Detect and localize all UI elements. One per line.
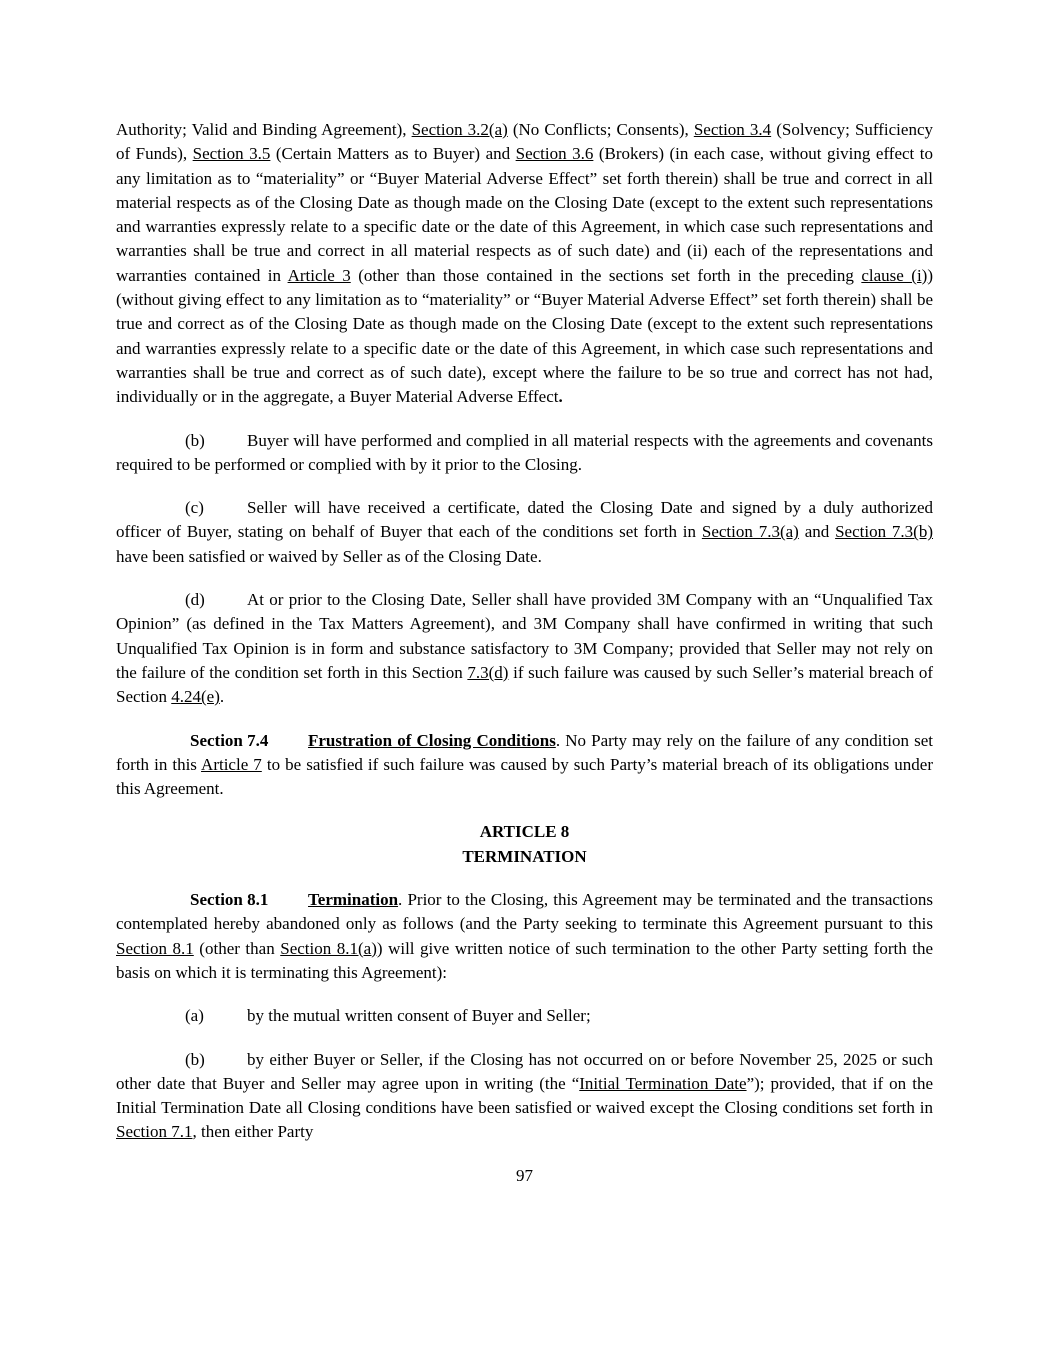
text-run: ”); provided, that if on the Initial Termination Date all Closing conditions have been satisfied or waived except the Closing conditions set forth in (116, 1073, 933, 1118)
clause-label: (d) (185, 590, 205, 610)
text-run: ) (without giving effect to any limitation as to “materiality” or “Buyer Material Adverse Effect” set forth therein) shall be true and correct as of the Closing Date as though made on the Closing Date (except to the extent such representations and warranties expressly relate to a specific date or the date of this Agreement, in which case such representations and warranties shall be true and correct as of such date), except where the failure to be so true and correct has not had, individually or in the aggregate, a Buyer Material Adverse Effect (116, 265, 934, 407)
text-run: (other than those contained in the sections set forth in the preceding (350, 265, 862, 285)
clause-b-buyer-performance (116, 429, 933, 478)
text-run: . (219, 687, 225, 707)
text-run: clause (i) (861, 265, 928, 285)
clause-a-mutual-consent (116, 1004, 933, 1028)
text-run: by the mutual written consent of Buyer and Seller; (247, 1006, 591, 1026)
article-8-heading (116, 820, 933, 869)
text-run: by either Buyer or Seller, if the Closing has not occurred on or before November 25, 2025 or such other date that Buyer and Seller may agree upon in writing (the “ (116, 1049, 933, 1093)
text-run: 4.24(e) (171, 687, 220, 707)
text-run: Section 3.5 (192, 144, 271, 164)
text-run: (Solvency; Sufficiency of Funds), (116, 120, 933, 164)
text-run: Section 7.1 (116, 1122, 193, 1142)
text-run: Frustration of Closing Conditions (308, 730, 556, 750)
text-run: Section 3.6 (515, 144, 594, 164)
text-run: ARTICLE 8 (479, 822, 570, 842)
section-7-4-frustration-of-closing-conditions (116, 729, 933, 802)
text-run: Section 8.1 (116, 938, 194, 958)
text-run: and (798, 522, 836, 542)
text-run: to be satisfied if such failure was caused by such Party’s material breach of its obligations under this Agreement. (116, 754, 933, 799)
text-run: (Certain Matters as to Buyer) and (270, 144, 516, 164)
clause-label: (b) (185, 1049, 205, 1069)
clause-b-initial-termination-date (116, 1048, 933, 1145)
clause-label: (b) (185, 430, 205, 450)
text-run: Termination (308, 890, 399, 910)
text-run: Section 8.1(a) (280, 938, 377, 958)
text-run: (Brokers) (in each case, without giving effect to any limitation as to “materiality” or “Buyer Material Adverse Effect” set forth therein) shall be true and correct in all material respects as of the Closing Date as though made on the Closing Date (except to the extent such representations and warranties expressly relate to a specific date or the date of this Agreement, in which case such representations and warranties shall be true and correct in all material respects as of such date) and (ii) each of the representations and warranties contained in (116, 144, 933, 285)
text-run: , then either Party (192, 1122, 314, 1142)
text-run: have been satisfied or waived by Seller as of the Closing Date. (116, 546, 542, 566)
page-number: 97 (516, 1165, 533, 1185)
text-run: At or prior to the Closing Date, Seller shall have provided 3M Company with an “Unqualified Tax Opinion” (as defined in the Tax Matters Agreement), and 3M Company shall have confirmed in writing that such Unqualified Tax Opinion is in form and substance satisfactory to 3M Company; provided that Seller may not rely on the failure of the condition set forth in this Section (116, 590, 933, 682)
text-run: . (558, 387, 563, 407)
text-run: . No Party may rely on the failure of any condition set forth in this (116, 730, 933, 774)
section-8-1-termination (116, 888, 933, 985)
text-run: if such failure was caused by such Seller’s material breach of Section (116, 662, 934, 707)
text-run: . Prior to the Closing, this Agreement may be terminated and the transactions contemplated hereby abandoned only as follows (and the Party seeking to terminate this Agreement pursuant to this (116, 890, 933, 934)
text-run: Section 3.2(a) (411, 120, 508, 139)
text-run: (No Conflicts; Consents), (507, 120, 694, 139)
text-run: Initial Termination Date (579, 1073, 747, 1093)
text-run: (other than (193, 938, 281, 958)
text-run: Authority; Valid and Binding Agreement), (116, 120, 412, 139)
clause-label: (a) (185, 1006, 204, 1026)
text-run: ) will give written notice of such termination to the other Party setting forth the basis on which it is terminating this Agreement): (116, 938, 933, 982)
clause-label: (c) (185, 498, 204, 518)
text-run: TERMINATION (462, 846, 587, 866)
section-label: Section 8.1 (190, 890, 269, 910)
section-label: Section 7.4 (190, 730, 269, 750)
text-run: Seller will have received a certificate, dated the Closing Date and signed by a duly authorized officer of Buyer, stating on behalf of Buyer that each of the conditions set forth in (116, 498, 933, 542)
text-run: Section 7.3(a) (701, 522, 799, 542)
text-run: Section 7.3(b) (835, 522, 934, 542)
text-run: Article 3 (287, 265, 351, 285)
text-run: Section 3.4 (693, 120, 772, 139)
clause-d-unqualified-tax-opinion (116, 588, 933, 709)
continued-paragraph-closing-conditions (116, 118, 933, 410)
document-body (116, 118, 933, 1145)
text-run: Buyer will have performed and complied in all material respects with the agreements and covenants required to be performed or complied with by it prior to the Closing. (116, 430, 933, 474)
text-run: Article 7 (201, 754, 262, 774)
clause-c-officer-certificate (116, 496, 933, 569)
text-run: 7.3(d) (467, 662, 509, 682)
